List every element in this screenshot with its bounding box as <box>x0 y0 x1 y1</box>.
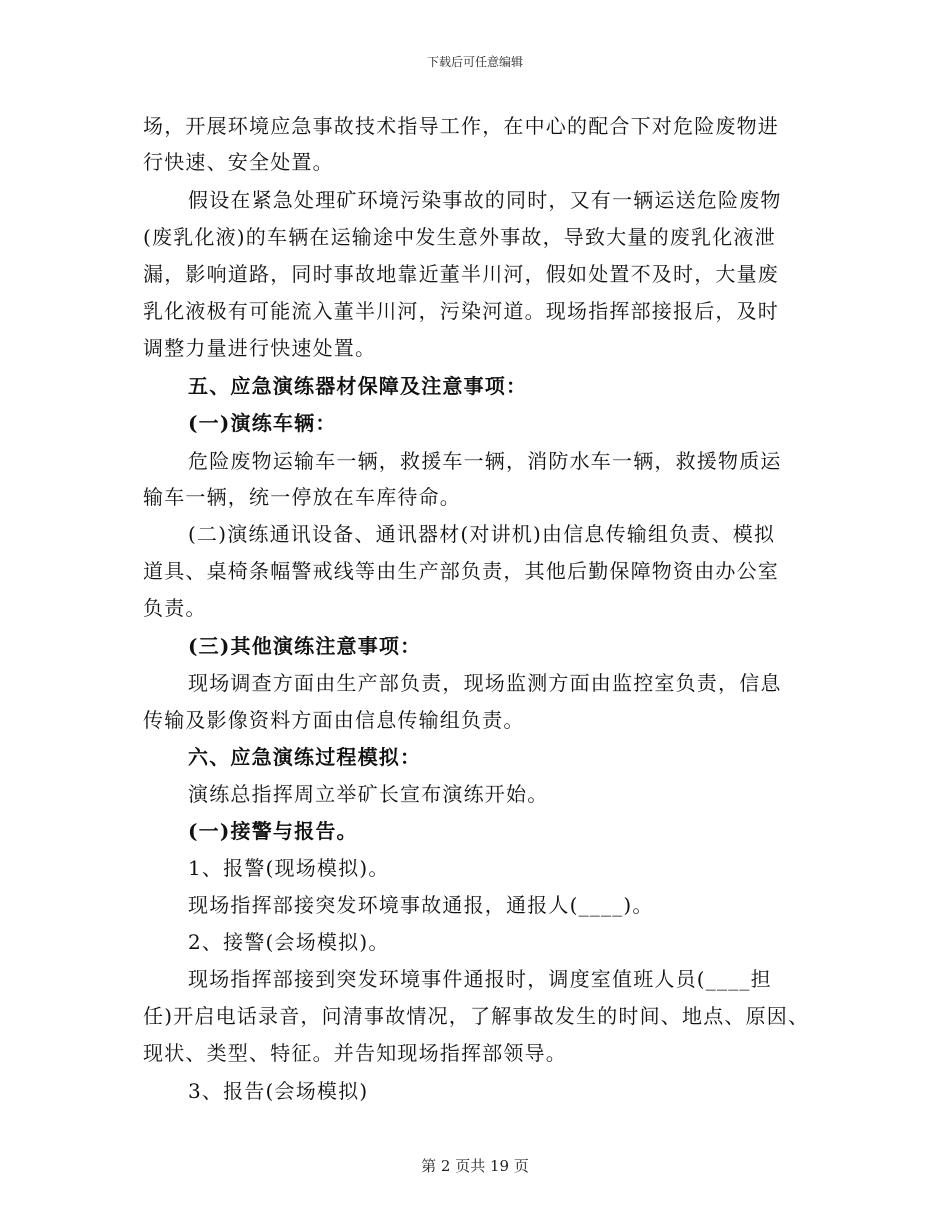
text-line: 道具、桌椅条幅警戒线等由生产部负责，其他后勤保障物资由办公室 <box>143 559 779 583</box>
text-line: 传输及影像资料方面由信息传输组负责。 <box>143 708 525 732</box>
text-line: 2、接警(会场模拟)。 <box>188 930 390 954</box>
text-line: 乳化液极有可能流入董半川河，污染河道。现场指挥部接报后，及时 <box>143 299 779 323</box>
text-line: 漏，影响道路，同时事故地靠近董半川河，假如处置不及时，大量废 <box>143 262 779 286</box>
section-heading: 六、应急演练过程模拟： <box>188 745 422 769</box>
subsection-heading: (一)演练车辆： <box>188 411 337 435</box>
text-line: (废乳化液)的车辆在运输途中发生意外事故，导致大量的废乳化液泄 <box>143 225 776 249</box>
text-line: 危险废物运输车一辆，救援车一辆，消防水车一辆，救援物质运 <box>188 449 782 473</box>
text-line: 3、报告(会场模拟) <box>188 1079 369 1103</box>
text-line: 演练总指挥周立举矿长宣布演练开始。 <box>188 782 549 806</box>
section-heading: 五、应急演练器材保障及注意事项： <box>188 374 528 398</box>
subsection-heading: (三)其他演练注意事项： <box>188 634 422 658</box>
text-line: 调整力量进行快速处置。 <box>143 336 377 360</box>
text-line: 负责。 <box>143 596 207 620</box>
text-line: 现场调查方面由生产部负责，现场监测方面由监控室负责，信息 <box>188 671 782 695</box>
page-header-note: 下载后可任意编辑 <box>426 55 523 69</box>
text-line: 现场指挥部接到突发环境事件通报时，调度室值班人员(____担 <box>188 967 772 991</box>
subsection-heading: (一)接警与报告。 <box>188 819 358 843</box>
text-line: 场，开展环境应急事故技术指导工作，在中心的配合下对危险废物进 <box>143 114 779 138</box>
text-line: 任)开启电话录音，问清事故情况，了解事故发生的时间、地点、原因、 <box>143 1004 810 1028</box>
text-line: 1、报警(现场模拟)。 <box>188 856 390 880</box>
text-line: 输车一辆，统一停放在车库待命。 <box>143 485 461 509</box>
text-line: 假设在紧急处理矿环境污染事故的同时，又有一辆运送危险废物 <box>188 188 782 212</box>
text-line: 现状、类型、特征。并告知现场指挥部领导。 <box>143 1041 567 1065</box>
page-number-footer: 第 2 页共 19 页 <box>421 1157 529 1175</box>
text-line: 现场指挥部接突发环境事故通报，通报人(____)。 <box>188 893 654 917</box>
text-line: 行快速、安全处置。 <box>143 150 334 174</box>
text-line: (二)演练通讯设备、通讯器材(对讲机)由信息传输组负责、模拟 <box>188 522 776 546</box>
